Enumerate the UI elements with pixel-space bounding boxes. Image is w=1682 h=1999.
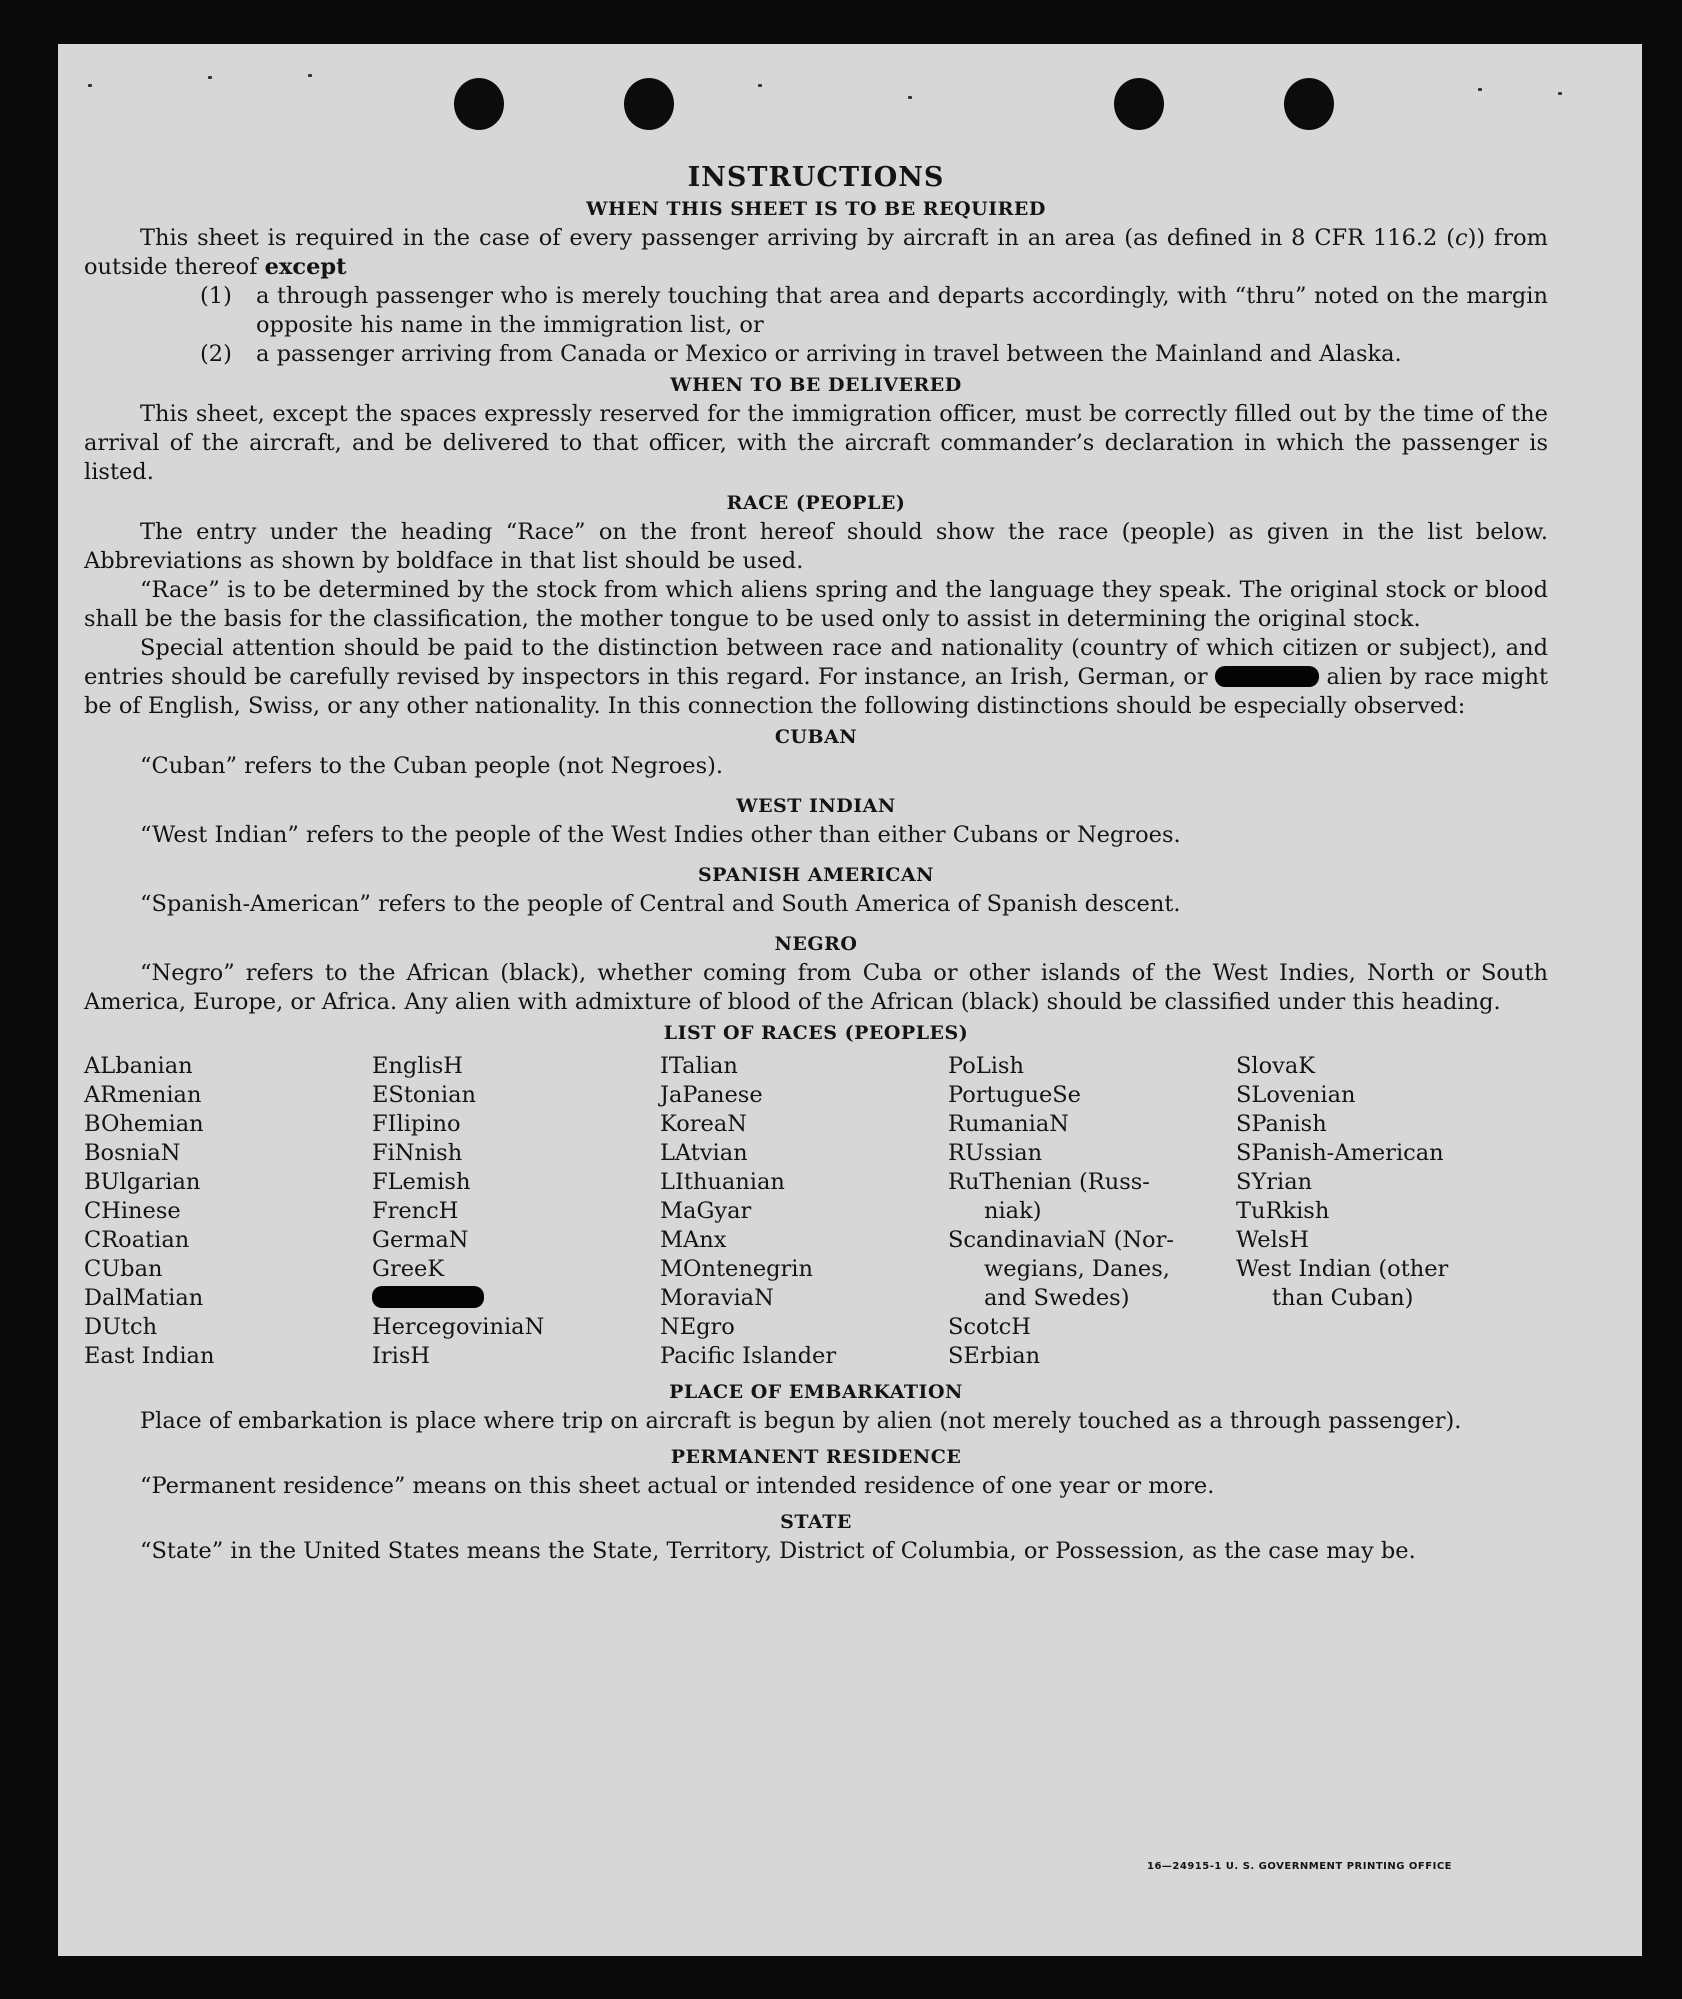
heading-race: RACE (PEOPLE) (726, 492, 906, 514)
race-entry: LIthuanian (660, 1169, 785, 1195)
punch-hole (454, 78, 504, 130)
race-entry: IrisH (372, 1343, 431, 1369)
race-entry: ARmenian (84, 1082, 202, 1108)
race-entry: FIlipino (372, 1111, 461, 1137)
paragraph-west-indian: “West Indian” refers to the people of the West Indies other than either Cubans or Negroes. (140, 822, 1181, 848)
paragraph-permanent-residence: “Permanent residence” means on this sheet actual or intended residence of one year or more. (140, 1473, 1215, 1499)
document-page (58, 44, 1642, 1956)
race-entry: NEgro (660, 1314, 735, 1340)
race-entry: FrencH (372, 1198, 459, 1224)
race-entry: East Indian (84, 1343, 215, 1369)
heading-permanent-residence: PERMANENT RESIDENCE (670, 1446, 962, 1468)
race-entry: CUban (84, 1256, 163, 1282)
race-entry: RuThenian (Russ- (948, 1169, 1150, 1195)
race-entry: BosniaN (84, 1140, 181, 1166)
race-entry: MaGyar (660, 1198, 752, 1224)
race-entry: EStonian (372, 1082, 477, 1108)
races-column (372, 1052, 660, 1371)
race-entry: PortugueSe (948, 1082, 1082, 1108)
print-code: 16—24915-1 U. S. GOVERNMENT PRINTING OFFICE (1147, 1861, 1452, 1872)
race-entry: MOntenegrin (660, 1256, 813, 1282)
race-entry: GreeK (372, 1256, 445, 1282)
punch-hole (1284, 78, 1334, 130)
punch-hole (1114, 78, 1164, 130)
race-entry: SlovaK (1236, 1053, 1316, 1079)
races-column (660, 1052, 948, 1371)
race-entry: CHinese (84, 1198, 181, 1224)
race-entry: ScotcH (948, 1314, 1031, 1340)
race-entry: JaPanese (660, 1082, 763, 1108)
race-entry: PoLish (948, 1053, 1024, 1079)
redaction-mark (1215, 666, 1319, 687)
race-entry: FLemish (372, 1169, 471, 1195)
race-entry: SPanish (1236, 1111, 1327, 1137)
race-entry: GermaN (372, 1227, 469, 1253)
paragraph-when-delivered: This sheet, except the spaces expressly reserved for the immigration officer, must be correctly filled out by the time of the arrival of the aircraft, and be delivered to that officer, with the aircraft commander’s declaration in which the passenger is listed. (84, 401, 1548, 485)
list-item: (2) a passenger arriving from Canada or Mexico or arriving in travel between the Mainland and Alaska. (200, 341, 1402, 367)
punch-hole (624, 78, 674, 130)
paragraph-embarkation: Place of embarkation is place where trip on aircraft is begun by alien (not merely touched as a through passenger). (140, 1408, 1462, 1434)
race-entry: FiNnish (372, 1140, 463, 1166)
paragraph-spanish-american: “Spanish-American” refers to the people of Central and South America of Spanish descent. (140, 891, 1181, 917)
heading-cuban: CUBAN (774, 726, 858, 748)
race-entry: and Swedes) (984, 1285, 1130, 1311)
race-entry: West Indian (other (1236, 1256, 1449, 1282)
races-column (1236, 1052, 1524, 1371)
race-entry: wegians, Danes, (984, 1256, 1170, 1282)
race-entry: SErbian (948, 1343, 1041, 1369)
race-entry: KoreaN (660, 1111, 747, 1137)
paragraph-state: “State” in the United States means the State, Territory, District of Columbia, or Possession, as the case may be. (140, 1538, 1416, 1564)
race-entry: SYrian (1236, 1169, 1313, 1195)
heading-when-required: WHEN THIS SHEET IS TO BE REQUIRED (586, 198, 1046, 220)
paragraph-race-1: The entry under the heading “Race” on the front hereof should show the race (people) as given in the list below. Abbreviations as shown by boldface in that list should be used. (84, 519, 1548, 574)
heading-state: STATE (780, 1511, 852, 1533)
race-entry: HercegoviniaN (372, 1314, 545, 1340)
race-entry: WelsH (1236, 1227, 1309, 1253)
paragraph-race-2: “Race” is to be determined by the stock from which aliens spring and the language they speak. The original stock or blood shall be the basis for the classification, the mother tongue to be used only to assist in determining the original stock. (84, 577, 1548, 632)
race-entry: ALbanian (84, 1053, 193, 1079)
redaction-mark (372, 1286, 484, 1308)
race-entry: MoraviaN (660, 1285, 774, 1311)
heading-when-delivered: WHEN TO BE DELIVERED (670, 374, 962, 396)
races-column (84, 1052, 372, 1371)
list-item: (1) a through passenger who is merely touching that area and departs accordingly, with “thru” noted on the margin opposite his name in the immigration list, or (200, 283, 1548, 338)
race-entry: Pacific Islander (660, 1343, 837, 1369)
paragraph-when-required: This sheet is required in the case of every passenger arriving by aircraft in an area (as defined in 8 CFR 116.2 (c)) from outside thereof except (84, 225, 1548, 280)
race-entry: than Cuban) (1272, 1285, 1414, 1311)
paragraph-negro: “Negro” refers to the African (black), whether coming from Cuba or other islands of the West Indies, North or South America, Europe, or Africa. Any alien with admixture of blood of the African (black) should be classified under this heading. (84, 960, 1548, 1015)
race-entry: CRoatian (84, 1227, 190, 1253)
race-entry: RumaniaN (948, 1111, 1069, 1137)
race-entry: EnglisH (372, 1053, 463, 1079)
paragraph-cuban: “Cuban” refers to the Cuban people (not Negroes). (140, 753, 724, 779)
race-entry: BOhemian (84, 1111, 204, 1137)
race-entry (372, 1284, 660, 1313)
heading-west-indian: WEST INDIAN (736, 795, 896, 817)
race-entry: DalMatian (84, 1285, 204, 1311)
race-entry: RUssian (948, 1140, 1043, 1166)
race-entry: MAnx (660, 1227, 727, 1253)
race-entry: niak) (984, 1198, 1042, 1224)
races-list (84, 1052, 1548, 1371)
race-entry: ScandinaviaN (Nor- (948, 1227, 1174, 1253)
page-title: INSTRUCTIONS (687, 162, 945, 193)
race-entry: BUlgarian (84, 1169, 201, 1195)
race-entry: TuRkish (1236, 1198, 1330, 1224)
heading-negro: NEGRO (774, 933, 858, 955)
race-entry: DUtch (84, 1314, 158, 1340)
heading-spanish-american: SPANISH AMERICAN (697, 864, 935, 886)
paragraph-race-3: Special attention should be paid to the distinction between race and nationality (country of which citizen or subject), and entries should be carefully revised by inspectors in this regard. For instance, an Irish, German, or alien by race might be of English, Swiss, or any other nationality. In this connection the following distinctions should be especially observed: (84, 635, 1548, 719)
heading-list-of-races: LIST OF RACES (PEOPLES) (663, 1022, 969, 1044)
race-entry: SLovenian (1236, 1082, 1356, 1108)
race-entry: SPanish-American (1236, 1140, 1444, 1166)
race-entry: LAtvian (660, 1140, 748, 1166)
heading-embarkation: PLACE OF EMBARKATION (669, 1381, 963, 1403)
races-column (948, 1052, 1236, 1371)
race-entry: ITalian (660, 1053, 738, 1079)
